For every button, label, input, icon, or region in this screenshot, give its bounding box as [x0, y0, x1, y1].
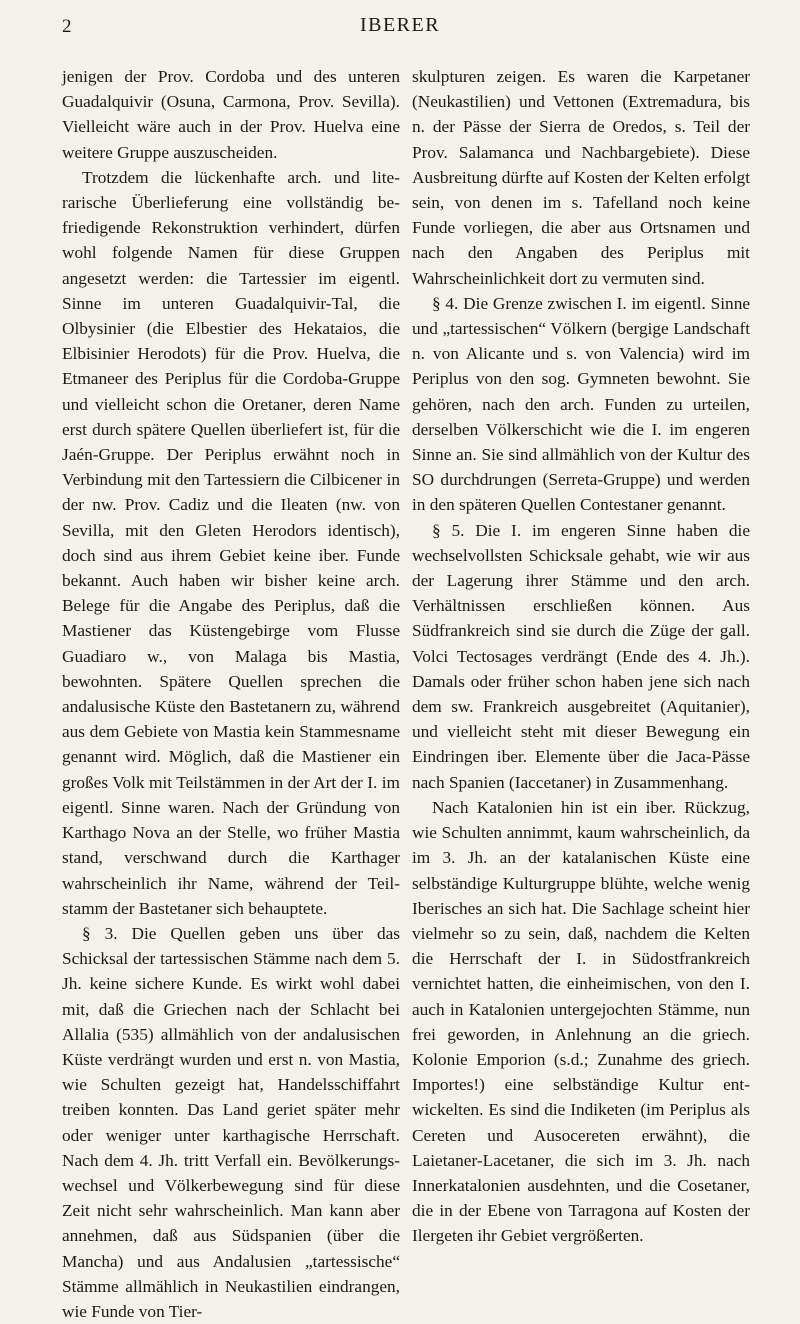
paragraph: § 5. Die I. im engeren Sinne haben die wechselvollsten Schicksale gehabt, wie wir aus der Lagerung ihrer Stämme und den arch. Verhältnissen erschließen können. Aus Südfrankreich sind sie durch die Züge der gall. Volci Tectosages verdrängt (Ende des 4. Jh.). Damals oder früher schon haben jene sich nach dem sw. Frankreich ausgebreitet (Aquitanier), und vielleicht steht mit dieser Bewegung ein Eindringen iber. Elemente über die Jaca-Pässe nach Spanien (Iaccetaner) in Zusammenhang.: [412, 520, 750, 792]
page-number: 2: [62, 16, 72, 37]
paragraph: § 3. Die Quellen geben uns über das Schicksal der tartessischen Stämme nach dem 5. Jh. keine sichere Kunde. Es wirkt wohl dabei mit, daß die Griechen nach der Schlacht bei Allalia (535) allmählich von der andalusischen Küste verdrängt wurden und erst n. von Mastia, wie Schulten gezeigt hat, Handelsschiffahrt treiben konnten. Das Land geriet später mehr oder weniger unter karthagische Herrschaft. Nach dem 4. Jh. tritt Verfall ein. Bevölkerungswechsel und Völkerbewegung sind für diese Zeit nicht sehr wahrscheinlich. Man kann aber annehmen, daß aus Südspanien (über die Mancha) und aus Andalusien „tartessische“ Stämme allmählich in Neukastilien eindrangen, wie Funde von Tier-: [62, 923, 400, 1321]
right-column: [412, 64, 750, 1249]
paragraph: Nach Katalonien hin ist ein iber. Rückzug, wie Schulten annimmt, kaum wahrscheinlich, da im 3. Jh. an der katalanischen Küste eine selbständige Kulturgruppe blühte, welche wenig Iberisches an sich hat. Die Sachlage scheint hier vielmehr so zu sein, daß, nachdem die Kelten die Herrschaft der I. in Südostfrankreich vernichtet hatten, die einheimischen, von den I. auch in Katalonien untergejochten Stämme, nun frei geworden, in Anlehnung an die griech. Kolonie Emporion (s.d.; Zunahme des griech. Importes!) eine selbständige Kultur entwickelten. Es sind die Indiketen (im Periplus als Cereten und Ausocereten erwähnt), die Laietaner-Lacetaner, die sich im 3. Jh. nach Innerkatalonien ausdehnten, und die Cosetaner, die in der Ebene von Tarragona auf Kosten der Ilergeten ihr Gebiet vergrößerten.: [412, 797, 750, 1246]
running-head: IBERER: [359, 14, 441, 36]
paragraph: jenigen der Prov. Cordoba und des unteren Guadalquivir (Osuna, Carmona, Prov. Sevilla). Vielleicht wäre auch in der Prov. Huelva eine weitere Gruppe auszuscheiden.: [62, 67, 400, 162]
column-divider: [398, 70, 399, 1170]
paragraph: Trotzdem die lückenhafte arch. und literarische Überlieferung eine vollständig befriedigende Rekonstruktion verhindert, dürfen wohl folgende Namen für diese Gruppen angesetzt werden: die Tartessier im eigentl. Sinne im unteren Guadalquivir-Tal, die Olbysinier (die Elbestier des Hekataios, die Elbisinier Herodots) für die Prov. Huelva, die Etmaneer des Periplus für die Cordoba-Gruppe und vielleicht schon die Oretaner, deren Name erst durch spätere Quellen überliefert ist, für die Jaén-Gruppe. Der Periplus erwähnt noch in Verbindung mit den Tartessiern die Cilbicener in der nw. Prov. Cadiz und die Ileaten (nw. von Sevilla, mit den Gleten Herodors identisch), doch sind aus ihrem Gebiet keine iber. Funde bekannt. Auch haben wir bisher keine arch. Belege für die Angabe des Periplus, daß die Mastiener das Küstengebirge vom Flusse Guadiaro w., von Malaga bis Mastia, bewohnten. Spätere Quellen sprechen die andalusische Küste den Bastetanern zu, während aus dem Gebiete von Mastia kein Stammesname genannt wird. Möglich, daß die Mastiener ein großes Volk mit Teilstämmen in der Art der I. im eigentl. Sinne waren. Nach der Gründung von Karthago Nova an der Stelle, wo früher Mastia stand, verschwand durch die Karthager wahrscheinlich ihr Name, während der Teilstamm der Bastetaner sich behauptete.: [62, 167, 400, 918]
paragraph: § 4. Die Grenze zwischen I. im eigentl. Sinne und „tartessischen“ Völkern (bergige Landschaft n. von Alicante und s. von Valencia) wird im Periplus von den sog. Gymneten bewohnt. Sie gehören, nach den arch. Funden zu urteilen, derselben Völkerschicht wie die I. im engeren Sinne an. Sie sind allmählich von der Kultur des SO durchdrungen (Serreta-Gruppe) und werden in den späteren Quellen Contestaner genannt.: [412, 293, 750, 515]
left-column: [62, 64, 400, 1324]
paragraph: skulpturen zeigen. Es waren die Karpetaner (Neukastilien) und Vettonen (Extremadura, bis n. der Pässe der Sierra de Oredos, s. Teil der Prov. Salamanca und Nachbargebiete). Diese Ausbreitung dürfte auf Kosten der Kelten erfolgt sein, von denen im s. Tafelland noch keine Funde vorliegen, die aber aus Ortsnamen und nach den Angaben des Periplus mit Wahrscheinlichkeit dort zu vermuten sind.: [412, 67, 750, 288]
